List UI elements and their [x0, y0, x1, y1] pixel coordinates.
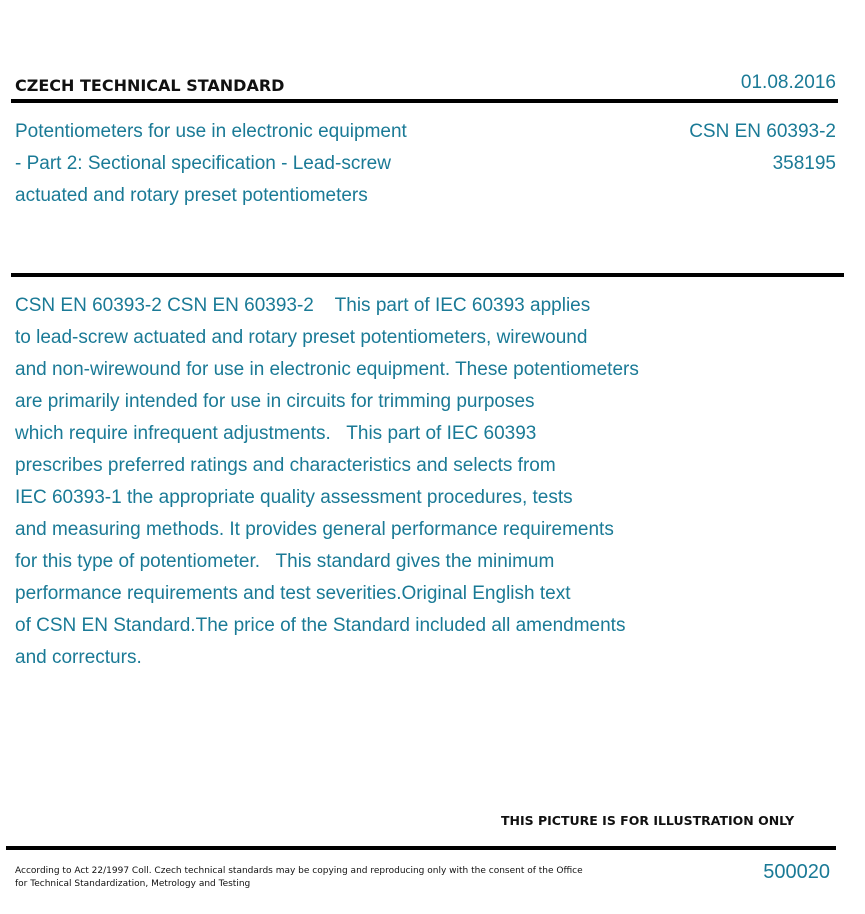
standard-title-line: actuated and rotary preset potentiometers [15, 185, 368, 206]
description-line: to lead-screw actuated and rotary preset potentiometers, wirewound [15, 327, 588, 348]
description-line: performance requirements and test severities.Original English text [15, 583, 571, 604]
standard-title-line: - Part 2: Sectional specification - Lead-screw [15, 153, 391, 174]
description-line: CSN EN 60393-2 CSN EN 60393-2 This part of IEC 60393 applies [15, 295, 591, 316]
description-line: of CSN EN Standard.The price of the Standard included all amendments [15, 615, 626, 636]
standard-description [15, 290, 775, 674]
illustration-notice: THIS PICTURE IS FOR ILLUSTRATION ONLY [501, 813, 795, 828]
publication-date: 01.08.2016 [740, 72, 836, 93]
footer-code: 500020 [763, 861, 830, 883]
document-type-heading: CZECH TECHNICAL STANDARD [15, 76, 285, 95]
standard-designation: CSN EN 60393-2 [689, 121, 836, 142]
legal-notice-line: According to Act 22/1997 Coll. Czech technical standards may be copying and reproducing only with the consent of the Office [15, 866, 583, 876]
legal-notice [15, 865, 615, 890]
legal-notice-line: for Technical Standardization, Metrology and Testing [15, 878, 251, 889]
description-line: are primarily intended for use in circuits for trimming purposes [15, 391, 535, 412]
description-line: and non-wirewound for use in electronic equipment. These potentiometers [15, 359, 639, 380]
standard-title [15, 116, 485, 212]
description-line: for this type of potentiometer. This standard gives the minimum [15, 551, 555, 572]
description-line: and correcturs. [15, 647, 142, 668]
description-line: IEC 60393-1 the appropriate quality assessment procedures, tests [15, 487, 573, 508]
top-divider [11, 99, 838, 103]
catalog-number: 358195 [772, 153, 836, 174]
middle-divider [11, 273, 844, 277]
standard-identifiers [689, 116, 836, 180]
bottom-divider [6, 846, 836, 850]
description-line: prescribes preferred ratings and characteristics and selects from [15, 455, 556, 476]
description-line: which require infrequent adjustments. This part of IEC 60393 [15, 423, 537, 444]
standard-title-line: Potentiometers for use in electronic equipment [15, 121, 407, 142]
description-line: and measuring methods. It provides general performance requirements [15, 519, 614, 540]
